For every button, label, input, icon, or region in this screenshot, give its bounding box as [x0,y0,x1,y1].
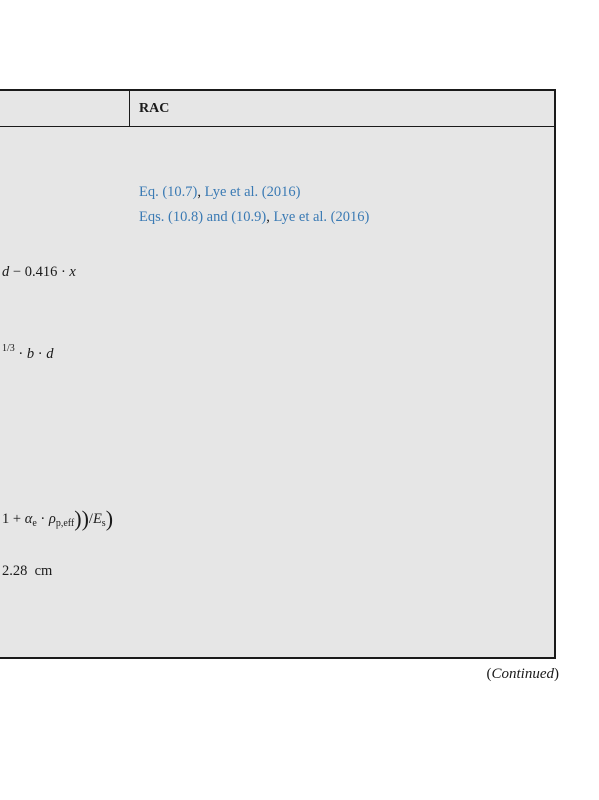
var-alpha: α [24,511,33,527]
var-x: x [69,264,76,280]
data-table [0,89,556,659]
citation-link[interactable]: Lye et al. (2016) [204,184,301,200]
column-header-rac: RAC [139,101,170,116]
alpha-subscript: e [32,518,37,529]
var-d: d [46,346,54,362]
dot-operator: · [14,346,27,362]
closing-parens: )) [74,506,89,531]
equation-link[interactable]: Eq. (10.7) [139,184,198,200]
dot-operator: · [36,511,49,527]
continued-text: Continued [491,666,554,682]
reference-eq-10-7 [139,184,300,201]
var-rho: ρ [48,511,56,527]
var-E: E [92,511,102,527]
closing-paren: ) [105,506,114,531]
unit: cm [34,563,53,579]
dot-operator: · [34,346,47,362]
formula-shear-capacity [2,343,53,363]
separator: , [266,209,274,225]
slash: / [88,511,93,527]
dot-operator: · [57,264,70,280]
exponent: 1/3 [2,343,15,354]
var-d: d [2,264,10,280]
separator: , [197,184,205,200]
formula-strain [2,506,113,532]
open-paren: ( [486,666,492,682]
operator: − [9,264,25,280]
rho-subscript: p,eff [55,518,75,529]
reference-eqs-10-8-10-9 [139,209,369,226]
coefficient: 0.416 [24,264,58,280]
var-b: b [26,346,35,362]
equation-link[interactable]: Eqs. (10.8) and (10.9) [139,209,267,225]
formula-lever-arm [2,264,76,281]
table-header-row [0,91,554,127]
continued-note [487,666,560,683]
close-paren: ) [554,666,559,682]
formula-crack-spacing-value [2,563,52,580]
E-subscript: s [101,518,106,529]
citation-link[interactable]: Lye et al. (2016) [273,209,370,225]
term-prefix: 1 + [2,511,25,527]
column-divider [129,91,130,127]
value: 2.28 [2,563,28,579]
